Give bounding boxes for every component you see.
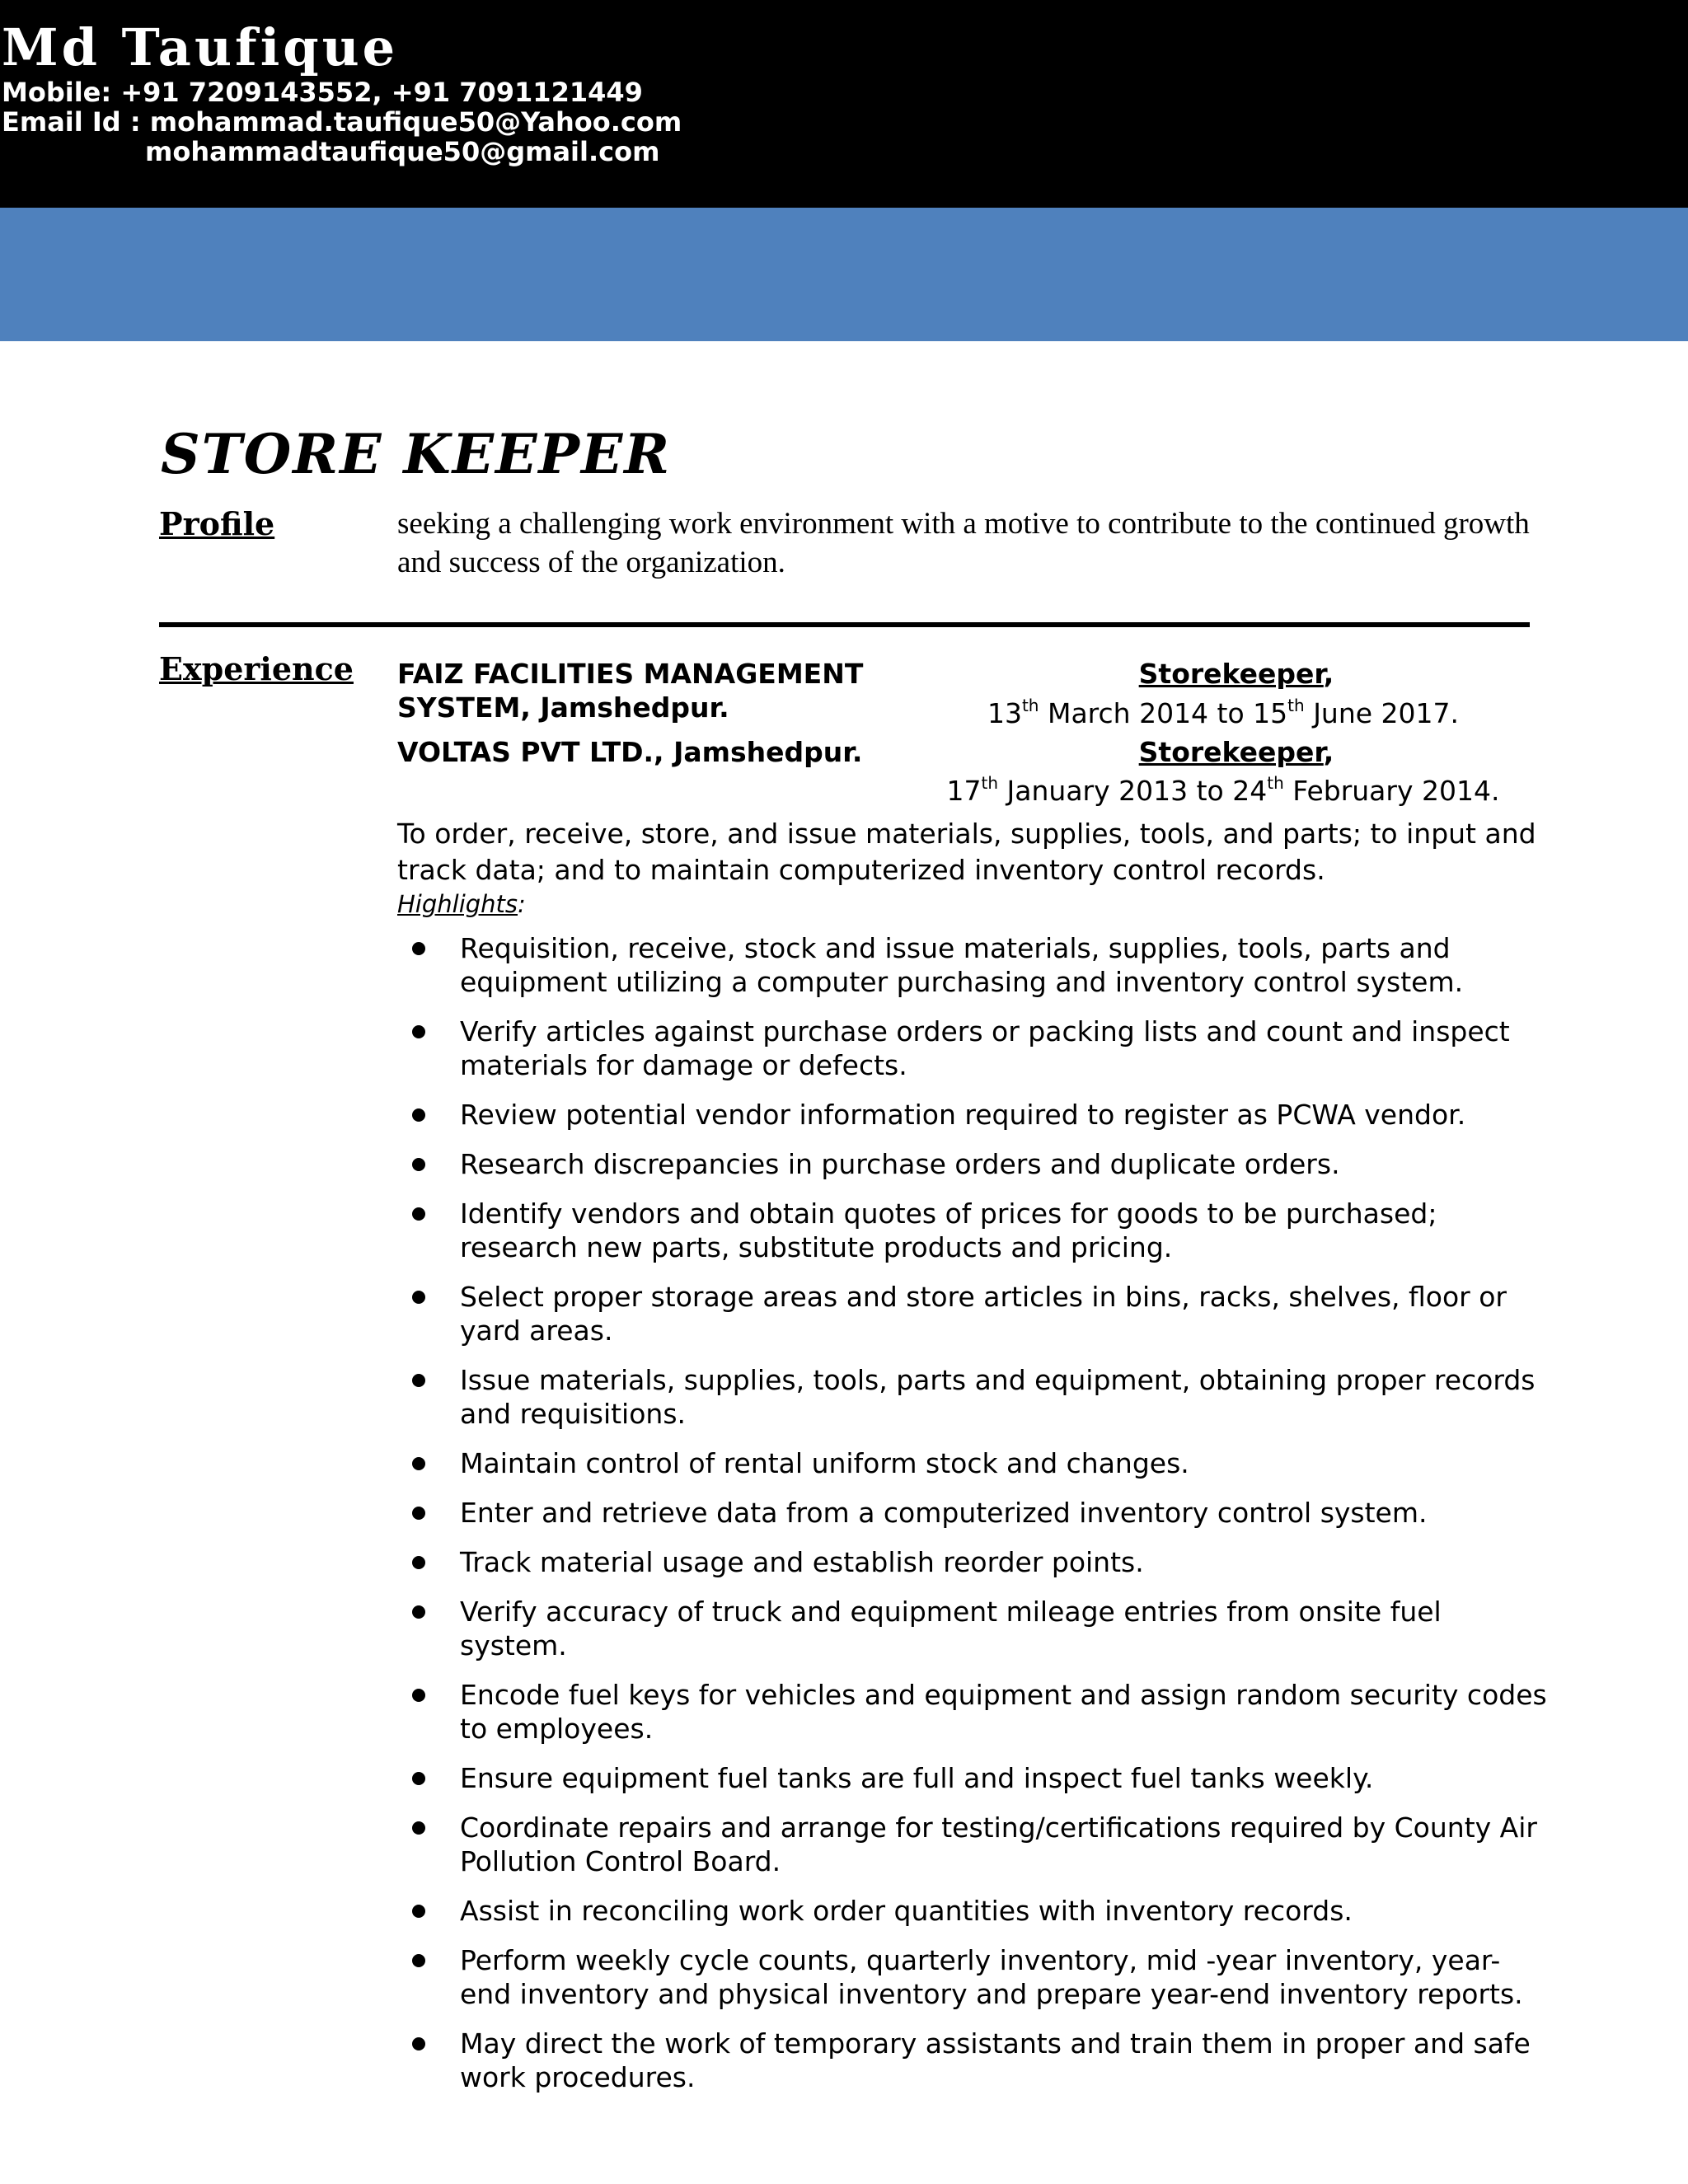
profile-text: seeking a challenging work environment with a motive to contribute to the continued growth and success of the organization.	[397, 507, 1530, 579]
job-2-dates	[893, 773, 1553, 809]
list-item	[397, 1197, 1551, 1264]
job-2-company: VOLTAS PVT LTD., Jamshedpur.	[397, 736, 863, 768]
list-item-text: Ensure equipment fuel tanks are full and inspect fuel tanks weekly.	[460, 1762, 1374, 1794]
list-item-text: Track material usage and establish reorder points.	[460, 1546, 1144, 1578]
bullet-icon	[412, 1457, 425, 1470]
bullet-icon	[412, 1374, 425, 1387]
job-1-role: Storekeeper,	[1138, 658, 1334, 690]
list-item	[397, 1098, 1551, 1132]
list-item-text: Identify vendors and obtain quotes of prices for goods to be purchased; research new parts, substitute products and pricing.	[460, 1197, 1437, 1263]
job-title: STORE KEEPER	[161, 422, 672, 486]
candidate-name: Md Taufique	[2, 17, 399, 77]
bullet-icon	[412, 1507, 425, 1520]
bullet-icon	[412, 1905, 425, 1918]
highlights-heading: Highlights:	[397, 890, 526, 918]
job-1-role-text: Storekeeper	[1138, 658, 1324, 690]
profile-label: Profile	[159, 505, 275, 542]
bullet-icon	[412, 1025, 425, 1038]
job-1-dates	[893, 696, 1553, 732]
list-item-text: Verify accuracy of truck and equipment mileage entries from onsite fuel system.	[460, 1596, 1442, 1661]
list-item-text: Select proper storage areas and store articles in bins, racks, shelves, floor or yard areas.	[460, 1281, 1507, 1347]
list-item-text: Encode fuel keys for vehicles and equipment and assign random security codes to employees.	[460, 1679, 1547, 1745]
list-item	[397, 1811, 1551, 1878]
list-item	[397, 1943, 1551, 2011]
job-1-start-rest: March 2014 to	[1039, 697, 1254, 729]
job-2-end-day: 24	[1232, 775, 1268, 807]
bullet-icon	[412, 1108, 425, 1122]
bullet-icon	[412, 2037, 425, 2050]
job-1-company-line-1: FAIZ FACILITIES MANAGEMENT	[397, 658, 864, 690]
list-item-text: Verify articles against purchase orders or packing lists and count and inspect materials for damage or defects.	[460, 1015, 1510, 1081]
list-item	[397, 1595, 1551, 1662]
job-2-start-rest: January 2013 to	[998, 775, 1233, 807]
bullet-icon	[412, 1207, 425, 1221]
highlights-list	[397, 931, 1551, 2110]
bullet-icon	[412, 1772, 425, 1785]
job-2-end-sup: th	[1267, 773, 1284, 793]
accent-band	[0, 208, 1688, 341]
list-item-text: Enter and retrieve data from a computerized inventory control system.	[460, 1497, 1428, 1529]
list-item	[397, 1761, 1551, 1795]
list-item	[397, 1446, 1551, 1480]
bullet-icon	[412, 1689, 425, 1702]
job-1-company-line-2: SYSTEM, Jamshedpur.	[397, 691, 729, 724]
highlights-label: Highlights	[397, 890, 518, 918]
list-item-text: Maintain control of rental uniform stock and changes.	[460, 1447, 1189, 1479]
job-2-role-text: Storekeeper	[1138, 736, 1324, 768]
list-item	[397, 1894, 1551, 1928]
bullet-icon	[412, 1954, 425, 1967]
list-item	[397, 2027, 1551, 2094]
list-item	[397, 1147, 1551, 1181]
job-1-start-sup: th	[1021, 696, 1039, 715]
experience-label: Experience	[159, 650, 354, 687]
bullet-icon	[412, 1605, 425, 1619]
experience-summary: To order, receive, store, and issue materials, supplies, tools, and parts; to input and track data; and to maintain computerized inventory control records.	[397, 818, 1536, 886]
bullet-icon	[412, 1291, 425, 1304]
job-2-start-sup: th	[981, 773, 999, 793]
list-item	[397, 1545, 1551, 1579]
section-divider	[159, 622, 1530, 627]
bullet-icon	[412, 1556, 425, 1569]
email-line-1: Email Id : mohammad.taufique50@Yahoo.com	[2, 106, 682, 138]
job-1-start-day: 13	[987, 697, 1022, 729]
list-item	[397, 1496, 1551, 1530]
list-item-text: May direct the work of temporary assistants and train them in proper and safe work procedures.	[460, 2027, 1531, 2093]
list-item-text: Research discrepancies in purchase orders and duplicate orders.	[460, 1148, 1340, 1180]
list-item	[397, 1678, 1551, 1746]
mobile-line: Mobile: +91 7209143552, +91 7091121449	[2, 77, 643, 108]
list-item-text: Coordinate repairs and arrange for testing/certifications required by County Air Pollution Control Board.	[460, 1811, 1537, 1877]
list-item-text: Assist in reconciling work order quantities with inventory records.	[460, 1895, 1353, 1927]
job-1-end-sup: th	[1287, 696, 1305, 715]
job-2-start-day: 17	[946, 775, 982, 807]
list-item	[397, 1015, 1551, 1082]
job-2-end-rest: February 2014.	[1283, 775, 1500, 807]
list-item	[397, 931, 1551, 999]
list-item	[397, 1363, 1551, 1431]
bullet-icon	[412, 1821, 425, 1835]
list-item-text: Review potential vendor information required to register as PCWA vendor.	[460, 1099, 1466, 1131]
job-2-role: Storekeeper,	[1138, 736, 1334, 768]
job-1-end-rest: June 2017.	[1304, 697, 1460, 729]
job-1-end-day: 15	[1253, 697, 1288, 729]
list-item	[397, 1280, 1551, 1347]
list-item-text: Perform weekly cycle counts, quarterly inventory, mid -year inventory, year-end inventory and physical inventory and prepare year-end inventory reports.	[460, 1944, 1523, 2010]
bullet-icon	[412, 1158, 425, 1171]
list-item-text: Issue materials, supplies, tools, parts and equipment, obtaining proper records and requisitions.	[460, 1364, 1536, 1430]
bullet-icon	[412, 942, 425, 955]
list-item-text: Requisition, receive, stock and issue materials, supplies, tools, parts and equipment utilizing a computer purchasing and inventory control system.	[460, 932, 1464, 998]
email-line-2: mohammadtaufique50@gmail.com	[145, 136, 660, 167]
